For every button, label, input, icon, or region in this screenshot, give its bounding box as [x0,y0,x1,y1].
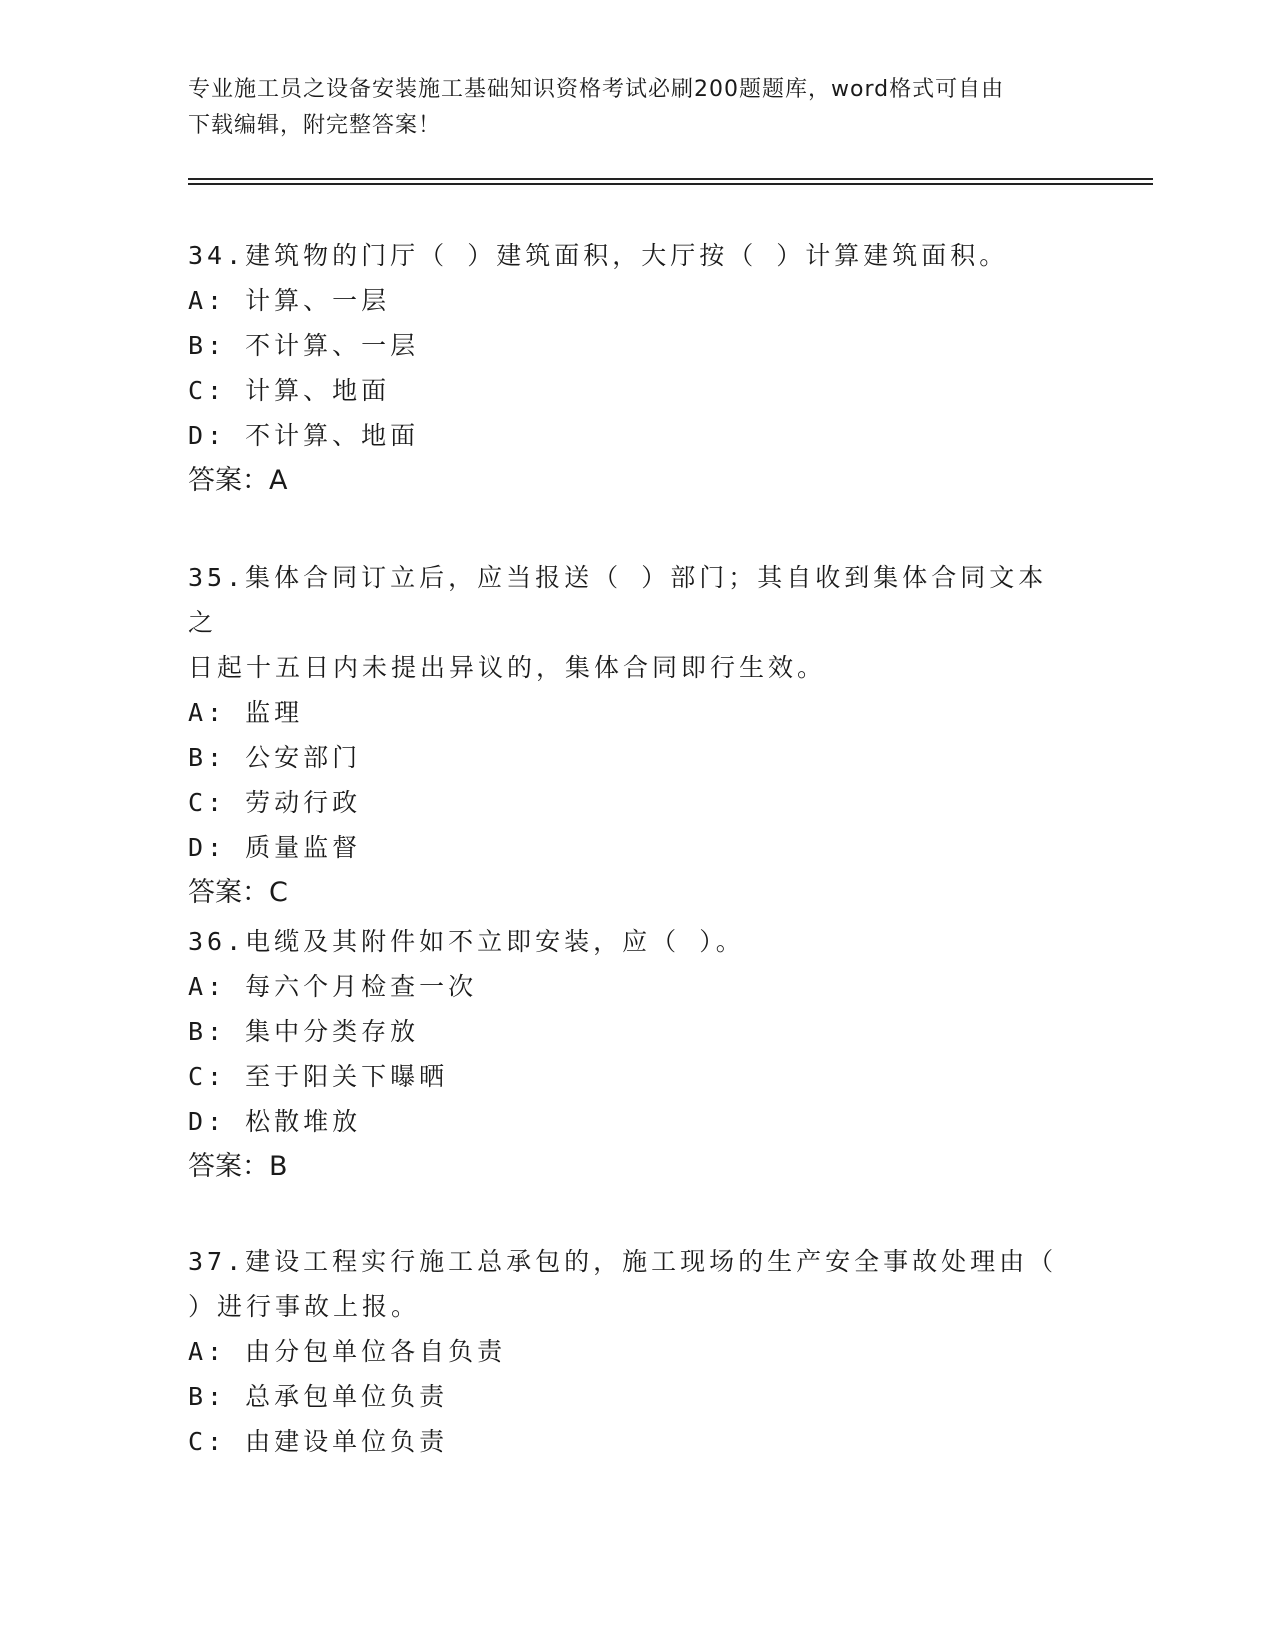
question-stem-line-2: 日起十五日内未提出异议的，集体合同即行生效。 [188,653,827,682]
option-b: B: 不计算、一层 [188,331,420,360]
question-36 [188,919,1068,1190]
answer: 答案：B [188,1151,288,1182]
header-divider-bottom [188,183,1153,185]
question-stem-line-2: ）进行事故上报。 [188,1292,421,1321]
question-37 [188,1239,1068,1464]
header-line-1: 专业施工员之设备安装施工基础知识资格考试必刷200题题库，word格式可自由 [188,77,1005,102]
option-a: A: 监理 [188,698,304,727]
header-line-2: 下载编辑，附完整答案！ [188,113,442,138]
question-35 [188,555,1068,916]
option-c: C: 劳动行政 [188,788,362,817]
option-c: C: 由建设单位负责 [188,1427,449,1456]
question-stem-line-1: 35.集体合同订立后，应当报送（ ）部门；其自收到集体合同文本之 [188,563,1048,637]
option-a: A: 计算、一层 [188,286,391,315]
option-c: C: 至于阳关下曝晒 [188,1062,449,1091]
question-34 [188,233,1068,504]
question-stem-line-1: 37.建设工程实行施工总承包的，施工现场的生产安全事故处理由（ [188,1247,1058,1276]
option-b: B: 公安部门 [188,743,362,772]
option-b: B: 集中分类存放 [188,1017,420,1046]
option-d: D: 质量监督 [188,833,362,862]
question-stem: 36.电缆及其附件如不立即安装，应（ ）。 [188,927,745,956]
option-d: D: 松散堆放 [188,1107,362,1136]
answer: 答案：C [188,877,288,908]
question-stem: 34.建筑物的门厅（ ）建筑面积，大厅按（ ）计算建筑面积。 [188,241,1009,270]
answer: 答案：A [188,465,288,496]
option-b: B: 总承包单位负责 [188,1382,449,1411]
option-d: D: 不计算、地面 [188,421,420,450]
option-c: C: 计算、地面 [188,376,391,405]
option-a: A: 由分包单位各自负责 [188,1337,507,1366]
option-a: A: 每六个月检查一次 [188,972,478,1001]
header-divider-top [188,178,1153,180]
document-header [188,72,1088,144]
